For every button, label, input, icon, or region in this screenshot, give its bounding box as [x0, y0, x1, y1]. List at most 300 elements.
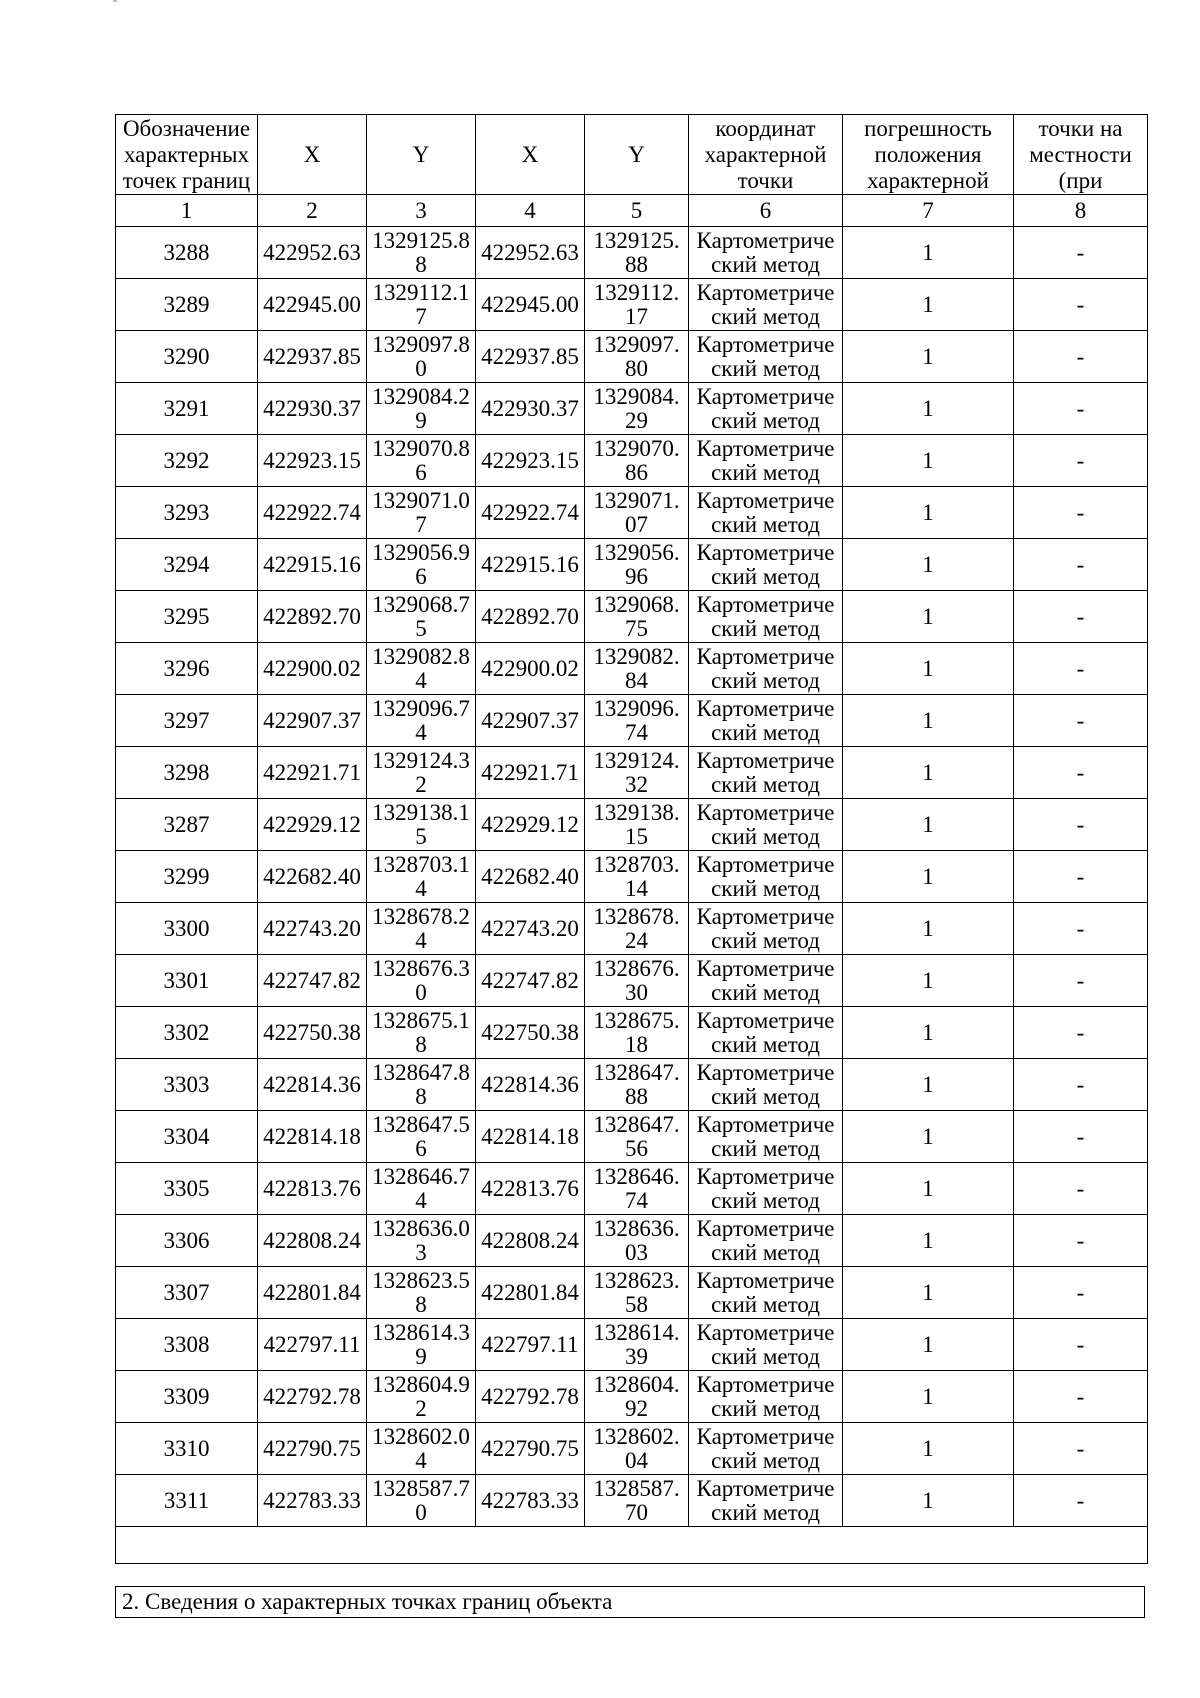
cell-y [367, 1423, 476, 1475]
cell-method-line: ский метод [711, 304, 820, 329]
cell-terrain-description: - [1014, 1423, 1148, 1475]
cell-terrain-description: - [1014, 1007, 1148, 1059]
cell-method-line: ский метод [711, 1032, 820, 1057]
cell-y2-line: 88 [625, 1084, 648, 1109]
cell-method [689, 1111, 843, 1163]
cell-y-line: 2 [415, 772, 427, 797]
cell-terrain-description: - [1014, 279, 1148, 331]
cell-accuracy: 1 [843, 799, 1014, 851]
cell-method [689, 643, 843, 695]
cell-terrain-description: - [1014, 695, 1148, 747]
cell-y [367, 955, 476, 1007]
cell-y-2 [585, 1059, 689, 1111]
cell-point: 3305 [116, 1163, 258, 1215]
cell-terrain-description: - [1014, 643, 1148, 695]
cell-method-line: Картометриче [696, 852, 835, 877]
cell-method-line: Картометриче [696, 280, 835, 305]
cell-method-line: ский метод [711, 564, 820, 589]
cell-method-line: Картометриче [696, 488, 835, 513]
cell-point: 3287 [116, 799, 258, 851]
cell-y2-line: 84 [625, 668, 648, 693]
cell-point: 3293 [116, 487, 258, 539]
cell-terrain-description: - [1014, 747, 1148, 799]
cell-accuracy: 1 [843, 383, 1014, 435]
cell-y2-line: 29 [625, 408, 648, 433]
header-line: погрешность [864, 116, 992, 141]
cell-x: 422929.12 [258, 799, 367, 851]
cell-x: 422930.37 [258, 383, 367, 435]
cell-point: 3299 [116, 851, 258, 903]
cell-method-line: ский метод [711, 928, 820, 953]
cell-method-line: ский метод [711, 1396, 820, 1421]
cell-y2-line: 1328636. [593, 1216, 680, 1241]
cell-method-line: ский метод [711, 252, 820, 277]
cell-terrain-description: - [1014, 799, 1148, 851]
cell-x: 422750.38 [258, 1007, 367, 1059]
table-row [116, 955, 1148, 1007]
cell-method-line: ский метод [711, 1084, 820, 1109]
header-line: точек границ [122, 168, 251, 193]
cell-point: 3292 [116, 435, 258, 487]
cell-method [689, 1163, 843, 1215]
cell-method-line: Картометриче [696, 332, 835, 357]
cell-y-line: 8 [415, 1084, 427, 1109]
cell-y-2 [585, 799, 689, 851]
cell-terrain-description: - [1014, 1371, 1148, 1423]
cell-method-line: Картометриче [696, 1060, 835, 1085]
cell-x-2: 422937.85 [476, 331, 585, 383]
cell-method-line: ский метод [711, 1292, 820, 1317]
table-row [116, 1371, 1148, 1423]
cell-terrain-description: - [1014, 539, 1148, 591]
header-accuracy [843, 115, 1014, 195]
cell-x-2: 422743.20 [476, 903, 585, 955]
cell-y-line: 1329070.8 [372, 436, 470, 461]
cell-x-2: 422929.12 [476, 799, 585, 851]
table-row [116, 695, 1148, 747]
cell-y [367, 1371, 476, 1423]
cell-terrain-description: - [1014, 1215, 1148, 1267]
cell-accuracy: 1 [843, 539, 1014, 591]
cell-x-2: 422945.00 [476, 279, 585, 331]
cell-y-2 [585, 539, 689, 591]
cell-y2-line: 1328602. [593, 1424, 680, 1449]
cell-method-line: Картометриче [696, 384, 835, 409]
header-line: характерной [704, 142, 827, 167]
cell-y2-line: 1328675. [593, 1008, 680, 1033]
cell-y2-line: 1329096. [593, 696, 680, 721]
cell-y-line: 4 [415, 928, 427, 953]
cell-y-line: 7 [415, 304, 427, 329]
cell-method-line: ский метод [711, 772, 820, 797]
table-row [116, 643, 1148, 695]
cell-y-2 [585, 1215, 689, 1267]
cell-x: 422952.63 [258, 227, 367, 279]
cell-y2-line: 96 [625, 564, 648, 589]
cell-method-line: Картометриче [696, 1008, 835, 1033]
cell-accuracy: 1 [843, 279, 1014, 331]
cell-accuracy: 1 [843, 435, 1014, 487]
cell-method [689, 1319, 843, 1371]
characteristic-points-table [115, 114, 1148, 1564]
cell-y [367, 435, 476, 487]
table-row [116, 1475, 1148, 1527]
cell-accuracy: 1 [843, 331, 1014, 383]
header-line: Обозначение [122, 116, 251, 141]
cell-accuracy: 1 [843, 1475, 1014, 1527]
cell-terrain-description: - [1014, 227, 1148, 279]
table-row [116, 487, 1148, 539]
cell-y [367, 1319, 476, 1371]
cell-y2-line: 1328647. [593, 1060, 680, 1085]
cell-y2-line: 1329068. [593, 592, 680, 617]
cell-point: 3303 [116, 1059, 258, 1111]
empty-cell [116, 1527, 1148, 1564]
cell-x: 422900.02 [258, 643, 367, 695]
cell-y-line: 4 [415, 1448, 427, 1473]
table-row [116, 903, 1148, 955]
cell-method-line: ский метод [711, 460, 820, 485]
cell-method-line: Картометриче [696, 1268, 835, 1293]
cell-x-2: 422922.74 [476, 487, 585, 539]
cell-method-line: ский метод [711, 1188, 820, 1213]
header-method [689, 115, 843, 195]
cell-y-line: 6 [415, 1136, 427, 1161]
cell-method [689, 383, 843, 435]
cell-method-line: Картометриче [696, 540, 835, 565]
cell-y2-line: 86 [625, 460, 648, 485]
column-number: 4 [476, 195, 585, 227]
table-row [116, 1007, 1148, 1059]
cell-y2-line: 1329070. [593, 436, 680, 461]
cell-y2-line: 80 [625, 356, 648, 381]
cell-method [689, 1475, 843, 1527]
cell-accuracy: 1 [843, 1163, 1014, 1215]
cell-method-line: Картометриче [696, 1372, 835, 1397]
cell-x: 422937.85 [258, 331, 367, 383]
cell-method-line: ский метод [711, 512, 820, 537]
cell-point: 3294 [116, 539, 258, 591]
cell-y2-line: 15 [625, 824, 648, 849]
cell-method [689, 1215, 843, 1267]
header-x: X [258, 115, 367, 195]
cell-y-2 [585, 383, 689, 435]
table-row [116, 539, 1148, 591]
cell-y2-line: 32 [625, 772, 648, 797]
cell-y2-line: 14 [625, 876, 648, 901]
cell-point: 3300 [116, 903, 258, 955]
cell-y-2 [585, 903, 689, 955]
header-line: местности [1029, 142, 1132, 167]
cell-y-line: 8 [415, 1032, 427, 1057]
header-y-2: Y [585, 115, 689, 195]
cell-y [367, 1267, 476, 1319]
cell-y [367, 1007, 476, 1059]
cell-method [689, 955, 843, 1007]
table-row [116, 851, 1148, 903]
table-row [116, 1215, 1148, 1267]
cell-y-2 [585, 1319, 689, 1371]
header-y: Y [367, 115, 476, 195]
header-line: точки на [1038, 116, 1123, 141]
cell-y [367, 591, 476, 643]
cell-method [689, 1267, 843, 1319]
cell-method-line: ский метод [711, 1448, 820, 1473]
cell-method [689, 1423, 843, 1475]
cell-point: 3306 [116, 1215, 258, 1267]
cell-terrain-description: - [1014, 591, 1148, 643]
cell-x: 422892.70 [258, 591, 367, 643]
cell-x-2: 422952.63 [476, 227, 585, 279]
cell-terrain-description: - [1014, 1059, 1148, 1111]
table-header-row [116, 115, 1148, 195]
cell-y-line: 9 [415, 408, 427, 433]
cell-point: 3290 [116, 331, 258, 383]
header-x-2: X [476, 115, 585, 195]
cell-terrain-description: - [1014, 903, 1148, 955]
cell-y2-line: 1328676. [593, 956, 680, 981]
column-numbers-row [116, 195, 1148, 227]
cell-method-line: Картометриче [696, 592, 835, 617]
cell-method-line: ский метод [711, 1344, 820, 1369]
cell-x-2: 422892.70 [476, 591, 585, 643]
cell-method-line: ский метод [711, 824, 820, 849]
table-row [116, 279, 1148, 331]
cell-y2-line: 04 [625, 1448, 648, 1473]
table-empty-row [116, 1527, 1148, 1564]
cell-x-2: 422930.37 [476, 383, 585, 435]
cell-method-line: Картометриче [696, 1476, 835, 1501]
cell-y [367, 1163, 476, 1215]
cell-x: 422808.24 [258, 1215, 367, 1267]
cell-terrain-description: - [1014, 383, 1148, 435]
cell-y2-line: 88 [625, 252, 648, 277]
cell-method-line: ский метод [711, 668, 820, 693]
cell-y2-line: 1329124. [593, 748, 680, 773]
cell-accuracy: 1 [843, 1007, 1014, 1059]
cell-method [689, 487, 843, 539]
cell-method-line: Картометриче [696, 1112, 835, 1137]
cell-method-line: ский метод [711, 980, 820, 1005]
cell-method-line: Картометриче [696, 956, 835, 981]
cell-y2-line: 1328623. [593, 1268, 680, 1293]
cell-method [689, 747, 843, 799]
cell-x: 422814.18 [258, 1111, 367, 1163]
cell-y-line: 1328646.7 [372, 1164, 470, 1189]
cell-accuracy: 1 [843, 643, 1014, 695]
header-line: положения [874, 142, 982, 167]
header-line: точки [737, 168, 794, 193]
cell-y-line: 1328623.5 [372, 1268, 470, 1293]
cell-y-2 [585, 1371, 689, 1423]
cell-x: 422814.36 [258, 1059, 367, 1111]
cell-y [367, 331, 476, 383]
table-row [116, 1059, 1148, 1111]
cell-method-line: Картометриче [696, 1424, 835, 1449]
cell-y2-line: 1329112. [593, 280, 680, 305]
cell-y [367, 279, 476, 331]
cell-method-line: ский метод [711, 876, 820, 901]
column-number: 2 [258, 195, 367, 227]
cell-accuracy: 1 [843, 903, 1014, 955]
cell-terrain-description: - [1014, 851, 1148, 903]
cell-x: 422923.15 [258, 435, 367, 487]
table-row [116, 1423, 1148, 1475]
cell-x-2: 422915.16 [476, 539, 585, 591]
cell-x-2: 422797.11 [476, 1319, 585, 1371]
cell-accuracy: 1 [843, 227, 1014, 279]
cell-y [367, 747, 476, 799]
cell-method [689, 799, 843, 851]
cell-y-line: 1328647.8 [372, 1060, 470, 1085]
scan-speck [113, 0, 117, 2]
cell-method-line: ский метод [711, 356, 820, 381]
cell-method-line: ский метод [711, 1240, 820, 1265]
cell-y-line: 0 [415, 356, 427, 381]
cell-y2-line: 30 [625, 980, 648, 1005]
cell-y-line: 1329068.7 [372, 592, 470, 617]
cell-point: 3288 [116, 227, 258, 279]
cell-y2-line: 1328678. [593, 904, 680, 929]
cell-x-2: 422907.37 [476, 695, 585, 747]
cell-x: 422922.74 [258, 487, 367, 539]
cell-x: 422921.71 [258, 747, 367, 799]
cell-y2-line: 1328614. [593, 1320, 680, 1345]
cell-method-line: Картометриче [696, 904, 835, 929]
cell-method-line: ский метод [711, 616, 820, 641]
cell-terrain-description: - [1014, 487, 1148, 539]
cell-y-line: 1329071.0 [372, 488, 470, 513]
cell-terrain-description: - [1014, 331, 1148, 383]
cell-point: 3308 [116, 1319, 258, 1371]
cell-terrain-description: - [1014, 1319, 1148, 1371]
cell-y-2 [585, 1163, 689, 1215]
cell-y2-line: 24 [625, 928, 648, 953]
cell-terrain-description: - [1014, 1163, 1148, 1215]
cell-method [689, 1007, 843, 1059]
column-number: 6 [689, 195, 843, 227]
cell-y [367, 695, 476, 747]
cell-y-line: 1329125.8 [372, 228, 470, 253]
cell-y-line: 1328647.5 [372, 1112, 470, 1137]
cell-y2-line: 18 [625, 1032, 648, 1057]
cell-y-line: 1328636.0 [372, 1216, 470, 1241]
cell-accuracy: 1 [843, 1215, 1014, 1267]
cell-y-line: 9 [415, 1344, 427, 1369]
cell-x-2: 422921.71 [476, 747, 585, 799]
table-row [116, 799, 1148, 851]
table-row [116, 591, 1148, 643]
cell-method-line: Картометриче [696, 644, 835, 669]
cell-x: 422682.40 [258, 851, 367, 903]
header-line: характерных [123, 142, 249, 167]
cell-x: 422907.37 [258, 695, 367, 747]
cell-y-2 [585, 227, 689, 279]
cell-y-line: 1328675.1 [372, 1008, 470, 1033]
cell-y-2 [585, 487, 689, 539]
cell-x: 422790.75 [258, 1423, 367, 1475]
cell-point: 3295 [116, 591, 258, 643]
cell-y2-line: 56 [625, 1136, 648, 1161]
cell-point: 3304 [116, 1111, 258, 1163]
cell-terrain-description: - [1014, 435, 1148, 487]
cell-y-2 [585, 851, 689, 903]
cell-y-line: 1328703.1 [372, 852, 470, 877]
header-line: (при [1058, 168, 1103, 193]
cell-method-line: ский метод [711, 1500, 820, 1525]
cell-accuracy: 1 [843, 487, 1014, 539]
cell-y-line: 1329124.3 [372, 748, 470, 773]
cell-point: 3307 [116, 1267, 258, 1319]
cell-y-2 [585, 435, 689, 487]
cell-x: 422792.78 [258, 1371, 367, 1423]
column-number: 7 [843, 195, 1014, 227]
cell-y-line: 4 [415, 1188, 427, 1213]
cell-y-line: 1329138.1 [372, 800, 470, 825]
cell-x-2: 422813.76 [476, 1163, 585, 1215]
cell-method [689, 1371, 843, 1423]
header-terrain-description [1014, 115, 1148, 195]
cell-y-line: 1328602.0 [372, 1424, 470, 1449]
cell-y [367, 227, 476, 279]
cell-y-2 [585, 1111, 689, 1163]
cell-y [367, 539, 476, 591]
cell-y2-line: 70 [625, 1500, 648, 1525]
cell-y-line: 1328614.3 [372, 1320, 470, 1345]
cell-y [367, 1111, 476, 1163]
cell-y2-line: 92 [625, 1396, 648, 1421]
cell-y-line: 1329096.7 [372, 696, 470, 721]
cell-x-2: 422808.24 [476, 1215, 585, 1267]
cell-accuracy: 1 [843, 747, 1014, 799]
cell-x: 422797.11 [258, 1319, 367, 1371]
table-row [116, 1163, 1148, 1215]
cell-y-line: 1328587.7 [372, 1476, 470, 1501]
cell-y-line: 5 [415, 616, 427, 641]
cell-method [689, 539, 843, 591]
cell-method [689, 279, 843, 331]
cell-method [689, 851, 843, 903]
section-2-title: 2. Сведения о характерных точках границ объекта [122, 1589, 613, 1614]
cell-point: 3298 [116, 747, 258, 799]
cell-method-line: Картометриче [696, 748, 835, 773]
cell-y-line: 7 [415, 512, 427, 537]
cell-y-line: 4 [415, 668, 427, 693]
cell-y-line: 2 [415, 1396, 427, 1421]
cell-y-2 [585, 695, 689, 747]
cell-y2-line: 75 [625, 616, 648, 641]
cell-y [367, 903, 476, 955]
table-row [116, 435, 1148, 487]
cell-point: 3291 [116, 383, 258, 435]
cell-x: 422783.33 [258, 1475, 367, 1527]
cell-y2-line: 1329097. [593, 332, 680, 357]
cell-x-2: 422783.33 [476, 1475, 585, 1527]
table-row [116, 331, 1148, 383]
cell-y-2 [585, 331, 689, 383]
cell-y [367, 1215, 476, 1267]
cell-y2-line: 1328604. [593, 1372, 680, 1397]
cell-terrain-description: - [1014, 1111, 1148, 1163]
column-number: 8 [1014, 195, 1148, 227]
cell-y-line: 1329082.8 [372, 644, 470, 669]
cell-point: 3311 [116, 1475, 258, 1527]
cell-y2-line: 1329056. [593, 540, 680, 565]
cell-x: 422801.84 [258, 1267, 367, 1319]
cell-x-2: 422747.82 [476, 955, 585, 1007]
cell-x-2: 422790.75 [476, 1423, 585, 1475]
cell-point: 3289 [116, 279, 258, 331]
